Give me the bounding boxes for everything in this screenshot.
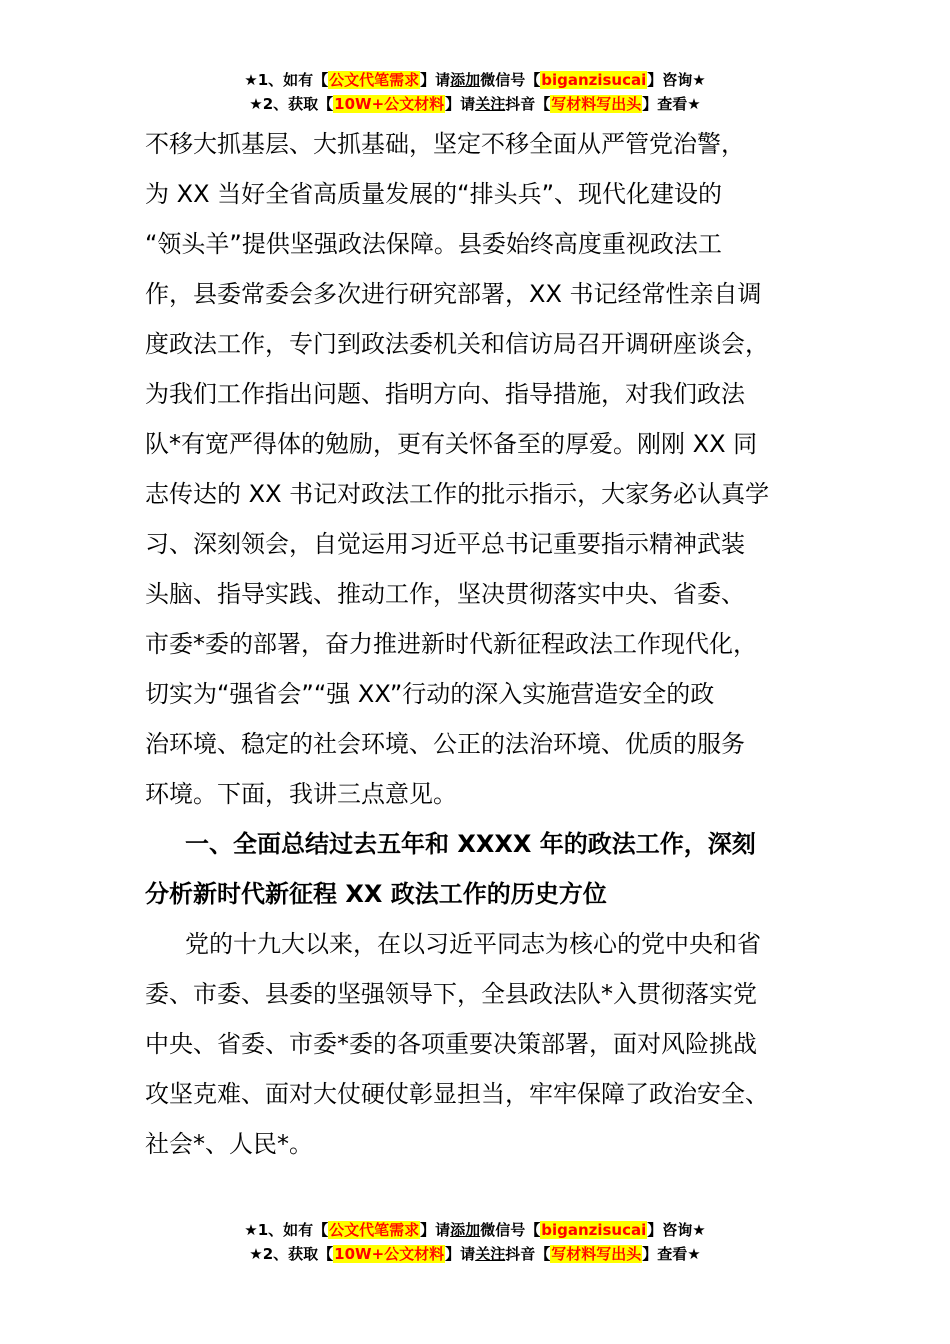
banner-highlight: 10W+公文材料 (334, 95, 445, 113)
banner-highlight: 写材料写出头 (551, 95, 642, 113)
star-icon: ★ (244, 71, 258, 89)
banner-underline: 添加 (450, 1221, 481, 1239)
banner-highlight: 10W+公文材料 (334, 1245, 445, 1263)
text-line: 攻坚克难、面对大仗硬仗彰显担当，牢牢保障了政治安全、 (145, 1080, 769, 1108)
text-line: 切实为“强省会”“强 XX”行动的深入实施营造安全的政 (145, 680, 715, 708)
banner-line-1: ★1、如有【公文代笔需求】请添加微信号【biganzisucai】咨询★ (244, 1221, 706, 1239)
text-line: 党的十九大以来，在以习近平同志为核心的党中央和省 (185, 930, 761, 958)
text-line: 为我们工作指出问题、指明方向、指导措施，对我们政法 (145, 380, 745, 408)
banner-line-2: ★2、获取【10W+公文材料】请关注抖音【写材料写出头】查看★ (249, 95, 701, 113)
text-line: 作，县委常委会多次进行研究部署，XX 书记经常性亲自调 (145, 280, 762, 308)
star-icon: ★ (692, 71, 706, 89)
banner-underline: 添加 (450, 71, 481, 89)
text-line: 不移大抓基层、大抓基础，坚定不移全面从严管党治警， (145, 130, 745, 158)
footer-banner (0, 1218, 950, 1266)
header-banner (0, 68, 950, 116)
text-line: 度政法工作，专门到政法委机关和信访局召开调研座谈会， (145, 330, 769, 358)
banner-highlight: 公文代笔需求 (329, 71, 420, 89)
banner-highlight: 公文代笔需求 (329, 1221, 420, 1239)
heading-line: 一、全面总结过去五年和 XXXX 年的政法工作，深刻 (185, 830, 756, 858)
star-icon: ★ (244, 1221, 258, 1239)
text-line: 为 XX 当好全省高质量发展的“排头兵”、现代化建设的 (145, 180, 723, 208)
text-line: “领头羊”提供坚强政法保障。县委始终高度重视政法工 (145, 230, 722, 258)
section-heading-1 (145, 819, 810, 919)
text-line: 市委*委的部署，奋力推进新时代新征程政法工作现代化， (145, 630, 757, 658)
text-line: 委、市委、县委的坚强领导下，全县政法队*入贯彻落实党 (145, 980, 757, 1008)
star-icon: ★ (687, 95, 701, 113)
text-line: 治环境、稳定的社会环境、公正的法治环境、优质的服务 (145, 730, 745, 758)
banner-highlight: biganzisucai (541, 1221, 647, 1239)
banner-underline: 关注 (475, 95, 506, 113)
paragraph-1 (145, 119, 810, 819)
text-line: 中央、省委、市委*委的各项重要决策部署，面对风险挑战 (145, 1030, 757, 1058)
star-icon: ★ (692, 1221, 706, 1239)
text-line: 队*有宽严得体的勉励，更有关怀备至的厚爱。刚刚 XX 同 (145, 430, 758, 458)
text-line: 志传达的 XX 书记对政法工作的批示指示，大家务必认真学 (145, 480, 770, 508)
banner-highlight: biganzisucai (541, 71, 647, 89)
star-icon: ★ (249, 95, 263, 113)
text-line: 头脑、指导实践、推动工作，坚决贯彻落实中央、省委、 (145, 580, 745, 608)
text-line: 环境。下面，我讲三点意见。 (145, 780, 457, 808)
text-line: 习、深刻领会，自觉运用习近平总书记重要指示精神武装 (145, 530, 745, 558)
banner-line-2: ★2、获取【10W+公文材料】请关注抖音【写材料写出头】查看★ (249, 1245, 701, 1263)
star-icon: ★ (249, 1245, 263, 1263)
banner-line-1: ★1、如有【公文代笔需求】请添加微信号【biganzisucai】咨询★ (244, 71, 706, 89)
banner-underline: 关注 (475, 1245, 506, 1263)
star-icon: ★ (687, 1245, 701, 1263)
heading-line: 分析新时代新征程 XX 政法工作的历史方位 (145, 880, 607, 908)
paragraph-2 (145, 919, 810, 1169)
banner-highlight: 写材料写出头 (551, 1245, 642, 1263)
document-body (145, 119, 810, 1169)
text-line: 社会*、人民*。 (145, 1130, 313, 1158)
